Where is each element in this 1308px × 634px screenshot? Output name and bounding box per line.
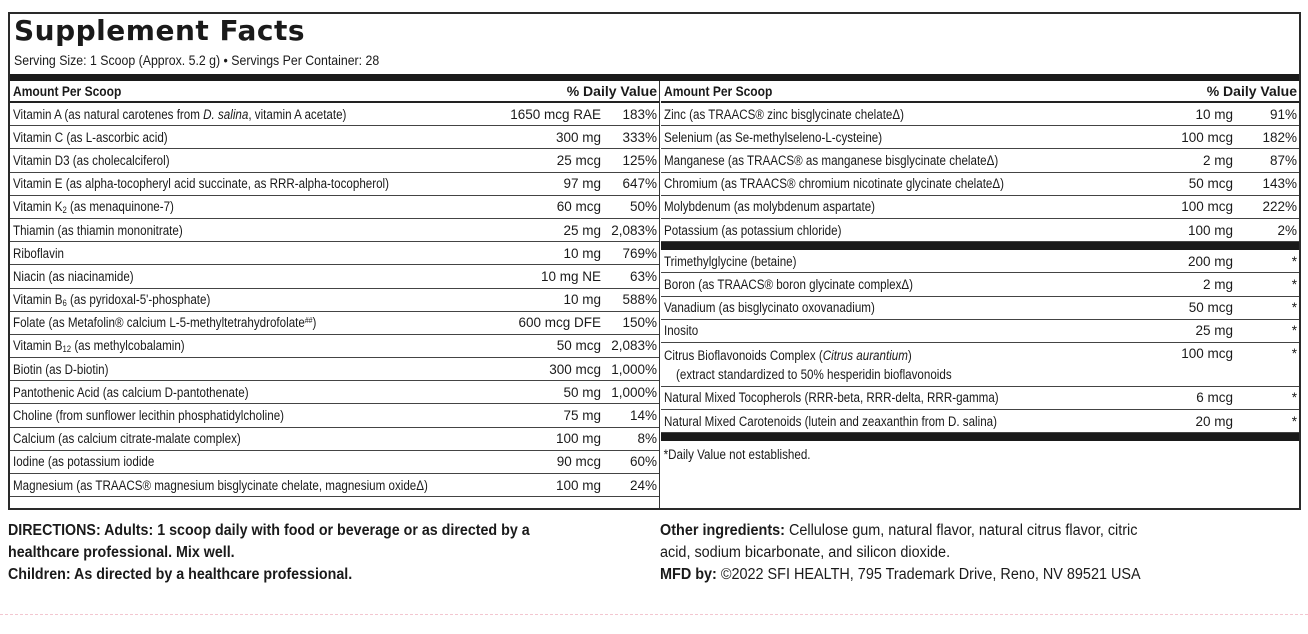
nutrient-amount: 100 mg (555, 477, 601, 493)
nutrient-name: Niacin (as niacinamide) (13, 268, 134, 284)
nutrient-dv: 143% (1262, 176, 1297, 192)
nutrient-dv: * (1291, 345, 1297, 361)
nutrient-dv: * (1291, 276, 1297, 292)
right-table-header (661, 81, 1299, 103)
footnote: *Daily Value not established. (663, 447, 811, 463)
table-row (661, 273, 1299, 296)
nutrient-amount: 100 mcg (1181, 345, 1233, 361)
nutrient-name: Vitamin D3 (as cholecalciferol) (13, 152, 170, 168)
directions-line3: Children: As directed by a healthcare professional. (8, 566, 353, 583)
nutrient-dv: 1,000% (611, 384, 657, 400)
nutrient-dv: 647% (622, 176, 657, 192)
dashed-divider (0, 614, 1308, 615)
table-row (661, 219, 1299, 242)
nutrient-name: Magnesium (as TRAACS® magnesium bisglycinate chelate, magnesium oxideΔ) (13, 477, 428, 493)
nutrient-dv: * (1291, 300, 1297, 316)
right-rows-carotenoids (661, 387, 1299, 433)
table-row (661, 410, 1299, 433)
table-row (661, 343, 1299, 387)
nutrient-name: Potassium (as potassium chloride) (664, 222, 842, 238)
citrus-name-line2: (extract standardized to 50% hesperidin bioflavonoids (676, 366, 952, 382)
nutrient-dv: 333% (622, 129, 657, 145)
nutrient-name: Natural Mixed Carotenoids (lutein and zeaxanthin from D. salina) (664, 413, 997, 429)
nutrient-name: Vitamin $B_6$ (as pyridoxal-5'-phosphate) (13, 291, 211, 308)
nutrient-name: Inosito (664, 323, 699, 339)
nutrient-dv: 588% (622, 292, 657, 308)
nutrient-name: Boron (as TRAACS® boron glycinate complexΔ) (664, 276, 914, 292)
nutrient-amount: 25 mg (563, 222, 601, 238)
table-row (10, 173, 659, 196)
daily-value-header: % Daily Value (566, 83, 657, 99)
nutrient-name: Natural Mixed Tocopherols (RRR-beta, RRR-delta, RRR-gamma) (664, 390, 999, 406)
nutrient-name: Zinc (as TRAACS® zinc bisglycinate chelateΔ) (664, 106, 905, 122)
nutrient-amount: 300 mcg (549, 361, 601, 377)
nutrient-amount: 6 mcg (1196, 390, 1233, 406)
table-row (10, 474, 659, 497)
nutrient-dv: 1,000% (611, 361, 657, 377)
nutrient-name: Vitamin A (as natural carotenes from D. salina, vitamin A acetate) (13, 106, 347, 122)
table-row (10, 149, 659, 172)
left-rows (10, 103, 659, 497)
nutrient-dv: 60% (629, 454, 657, 470)
nutrient-name: Thiamin (as thiamin mononitrate) (13, 222, 183, 238)
directions-line1: DIRECTIONS: Adults: 1 scoop daily with food or beverage or as directed by a (8, 522, 530, 539)
citrus-name-line1: Citrus Bioflavonoids Complex (Citrus aurantium) (664, 347, 912, 363)
nutrient-amount: 50 mcg (556, 338, 601, 354)
nutrient-name: Selenium (as Se-methylseleno-L-cysteine) (664, 129, 883, 145)
nutrient-amount: 100 mg (555, 431, 601, 447)
table-row (661, 103, 1299, 126)
nutrient-amount: 1650 mcg RAE (510, 106, 601, 122)
nutrient-amount: 75 mg (563, 408, 601, 424)
nutrient-dv: 50% (629, 199, 657, 215)
mfd-line (660, 564, 1260, 586)
nutrient-name: Vitamin $B_{12}$ (as methylcobalamin) (13, 337, 185, 354)
table-row (661, 149, 1299, 172)
nutrient-amount: 100 mg (1187, 222, 1233, 238)
left-table-header (10, 81, 659, 103)
left-column (10, 81, 660, 508)
nutrient-dv: 63% (629, 268, 657, 284)
table-row (661, 173, 1299, 196)
nutrient-name: Vitamin $K_2$ (as menaquinone-7) (13, 198, 174, 215)
section-bar (661, 433, 1299, 441)
table-row (661, 250, 1299, 273)
section-bar (661, 242, 1299, 250)
daily-value-header: % Daily Value (1206, 83, 1297, 99)
nutrient-name (664, 346, 952, 384)
nutrient-dv: 87% (1269, 152, 1297, 168)
other-ingredients (660, 520, 1305, 586)
table-row (661, 387, 1299, 410)
table-row (10, 126, 659, 149)
other-ingredients-label: Other ingredients: (660, 522, 785, 539)
nutrient-dv: 2,083% (611, 222, 657, 238)
thick-rule (10, 74, 1299, 81)
nutrient-amount: 100 mcg (1181, 199, 1233, 215)
nutrient-dv: 183% (622, 106, 657, 122)
nutrient-dv: 769% (622, 245, 657, 261)
nutrient-amount: 2 mg (1202, 276, 1233, 292)
nutrient-amount: 600 mcg DFE (518, 315, 601, 331)
table-row (10, 219, 659, 242)
nutrient-name: Vitamin C (as L-ascorbic acid) (13, 129, 168, 145)
nutrient-dv: * (1291, 390, 1297, 406)
nutrient-amount: 100 mcg (1181, 129, 1233, 145)
nutrient-amount: 50 mcg (1188, 300, 1233, 316)
other-ingredients-line2: acid, sodium bicarbonate, and silicon dioxide. (660, 544, 951, 561)
table-row (10, 381, 659, 404)
other-ingredients-line1 (660, 520, 1260, 542)
nutrient-amount: 10 mg (1195, 106, 1233, 122)
nutrient-amount: 50 mg (563, 384, 601, 400)
nutrient-name: Biotin (as D-biotin) (13, 361, 109, 377)
panel-title: Supplement Facts (14, 14, 306, 47)
nutrient-amount: 10 mg (563, 245, 601, 261)
nutrient-name: Vitamin E (as alpha-tocopheryl acid succinate, as RRR-alpha-tocopherol) (13, 176, 390, 192)
mfd-text: ©2022 SFI HEALTH, 795 Trademark Drive, Reno, NV 89521 USA (716, 566, 1141, 583)
nutrient-amount: 300 mg (555, 129, 601, 145)
nutrient-name: Calcium (as calcium citrate-malate complex) (13, 431, 241, 447)
table-row (10, 404, 659, 427)
nutrient-amount: 2 mg (1202, 152, 1233, 168)
serving-info: Serving Size: 1 Scoop (Approx. 5.2 g) • Servings Per Container: 28 (14, 52, 380, 68)
nutrient-dv: * (1291, 323, 1297, 339)
nutrient-name: Riboflavin (13, 245, 64, 261)
table-row (10, 358, 659, 381)
nutrient-amount: 90 mcg (556, 454, 601, 470)
nutrient-name: Trimethylglycine (betaine) (664, 253, 797, 269)
directions (8, 520, 638, 586)
table-row (10, 103, 659, 126)
table-row (661, 126, 1299, 149)
nutrient-dv: 14% (629, 408, 657, 424)
nutrient-amount: 25 mcg (556, 152, 601, 168)
supplement-facts-panel (8, 12, 1301, 510)
table-row (10, 428, 659, 451)
right-column (661, 81, 1299, 508)
nutrient-amount: 20 mg (1195, 413, 1233, 429)
directions-line2: healthcare professional. Mix well. (8, 544, 235, 561)
nutrient-name: Pantothenic Acid (as calcium D-pantothenate) (13, 384, 249, 400)
table-row (10, 242, 659, 265)
table-row (10, 451, 659, 474)
nutrient-dv: 150% (622, 315, 657, 331)
amount-per-scoop-header: Amount Per Scoop (664, 83, 773, 99)
right-rows-minerals (661, 103, 1299, 242)
table-row (10, 335, 659, 358)
nutrient-amount: 50 mcg (1188, 176, 1233, 192)
nutrient-amount: 200 mg (1187, 253, 1233, 269)
nutrient-amount: 25 mg (1195, 323, 1233, 339)
nutrient-name: Vanadium (as bisglycinato oxovanadium) (664, 300, 875, 316)
nutrient-dv: 182% (1262, 129, 1297, 145)
nutrient-dv: 91% (1269, 106, 1297, 122)
nutrient-dv: * (1291, 253, 1297, 269)
mfd-label: MFD by: (660, 566, 717, 583)
nutrient-amount: 97 mg (563, 176, 601, 192)
table-row (10, 265, 659, 288)
table-row (10, 289, 659, 312)
nutrient-dv: 8% (637, 431, 657, 447)
nutrient-dv: 2,083% (611, 338, 657, 354)
nutrient-name: Chromium (as TRAACS® chromium nicotinate glycinate chelateΔ) (664, 176, 1005, 192)
nutrient-dv: 24% (629, 477, 657, 493)
nutrient-name: Manganese (as TRAACS® as manganese bisglycinate chelateΔ) (664, 152, 999, 168)
right-rows-other (661, 250, 1299, 343)
nutrient-name: Choline (from sunflower lecithin phosphatidylcholine) (13, 408, 285, 424)
table-row (661, 196, 1299, 219)
other-ingredients-text: Cellulose gum, natural flavor, natural citrus flavor, citric (784, 522, 1138, 539)
nutrient-amount: 10 mg NE (540, 268, 601, 284)
nutrient-amount: 60 mcg (556, 199, 601, 215)
table-row (10, 196, 659, 219)
nutrient-name: Folate (as Metafolin® calcium L-5-methyltetrahydrofolate##) (13, 315, 317, 331)
table-row (661, 297, 1299, 320)
table-row (661, 320, 1299, 343)
nutrient-name: Molybdenum (as molybdenum aspartate) (664, 199, 876, 215)
nutrient-name: Iodine (as potassium iodide (13, 454, 155, 470)
nutrient-dv: 125% (622, 152, 657, 168)
amount-per-scoop-header: Amount Per Scoop (13, 83, 122, 99)
nutrient-dv: 2% (1277, 222, 1297, 238)
nutrient-dv: * (1291, 413, 1297, 429)
nutrient-dv: 222% (1262, 199, 1297, 215)
nutrient-amount: 10 mg (563, 292, 601, 308)
table-row (10, 312, 659, 335)
